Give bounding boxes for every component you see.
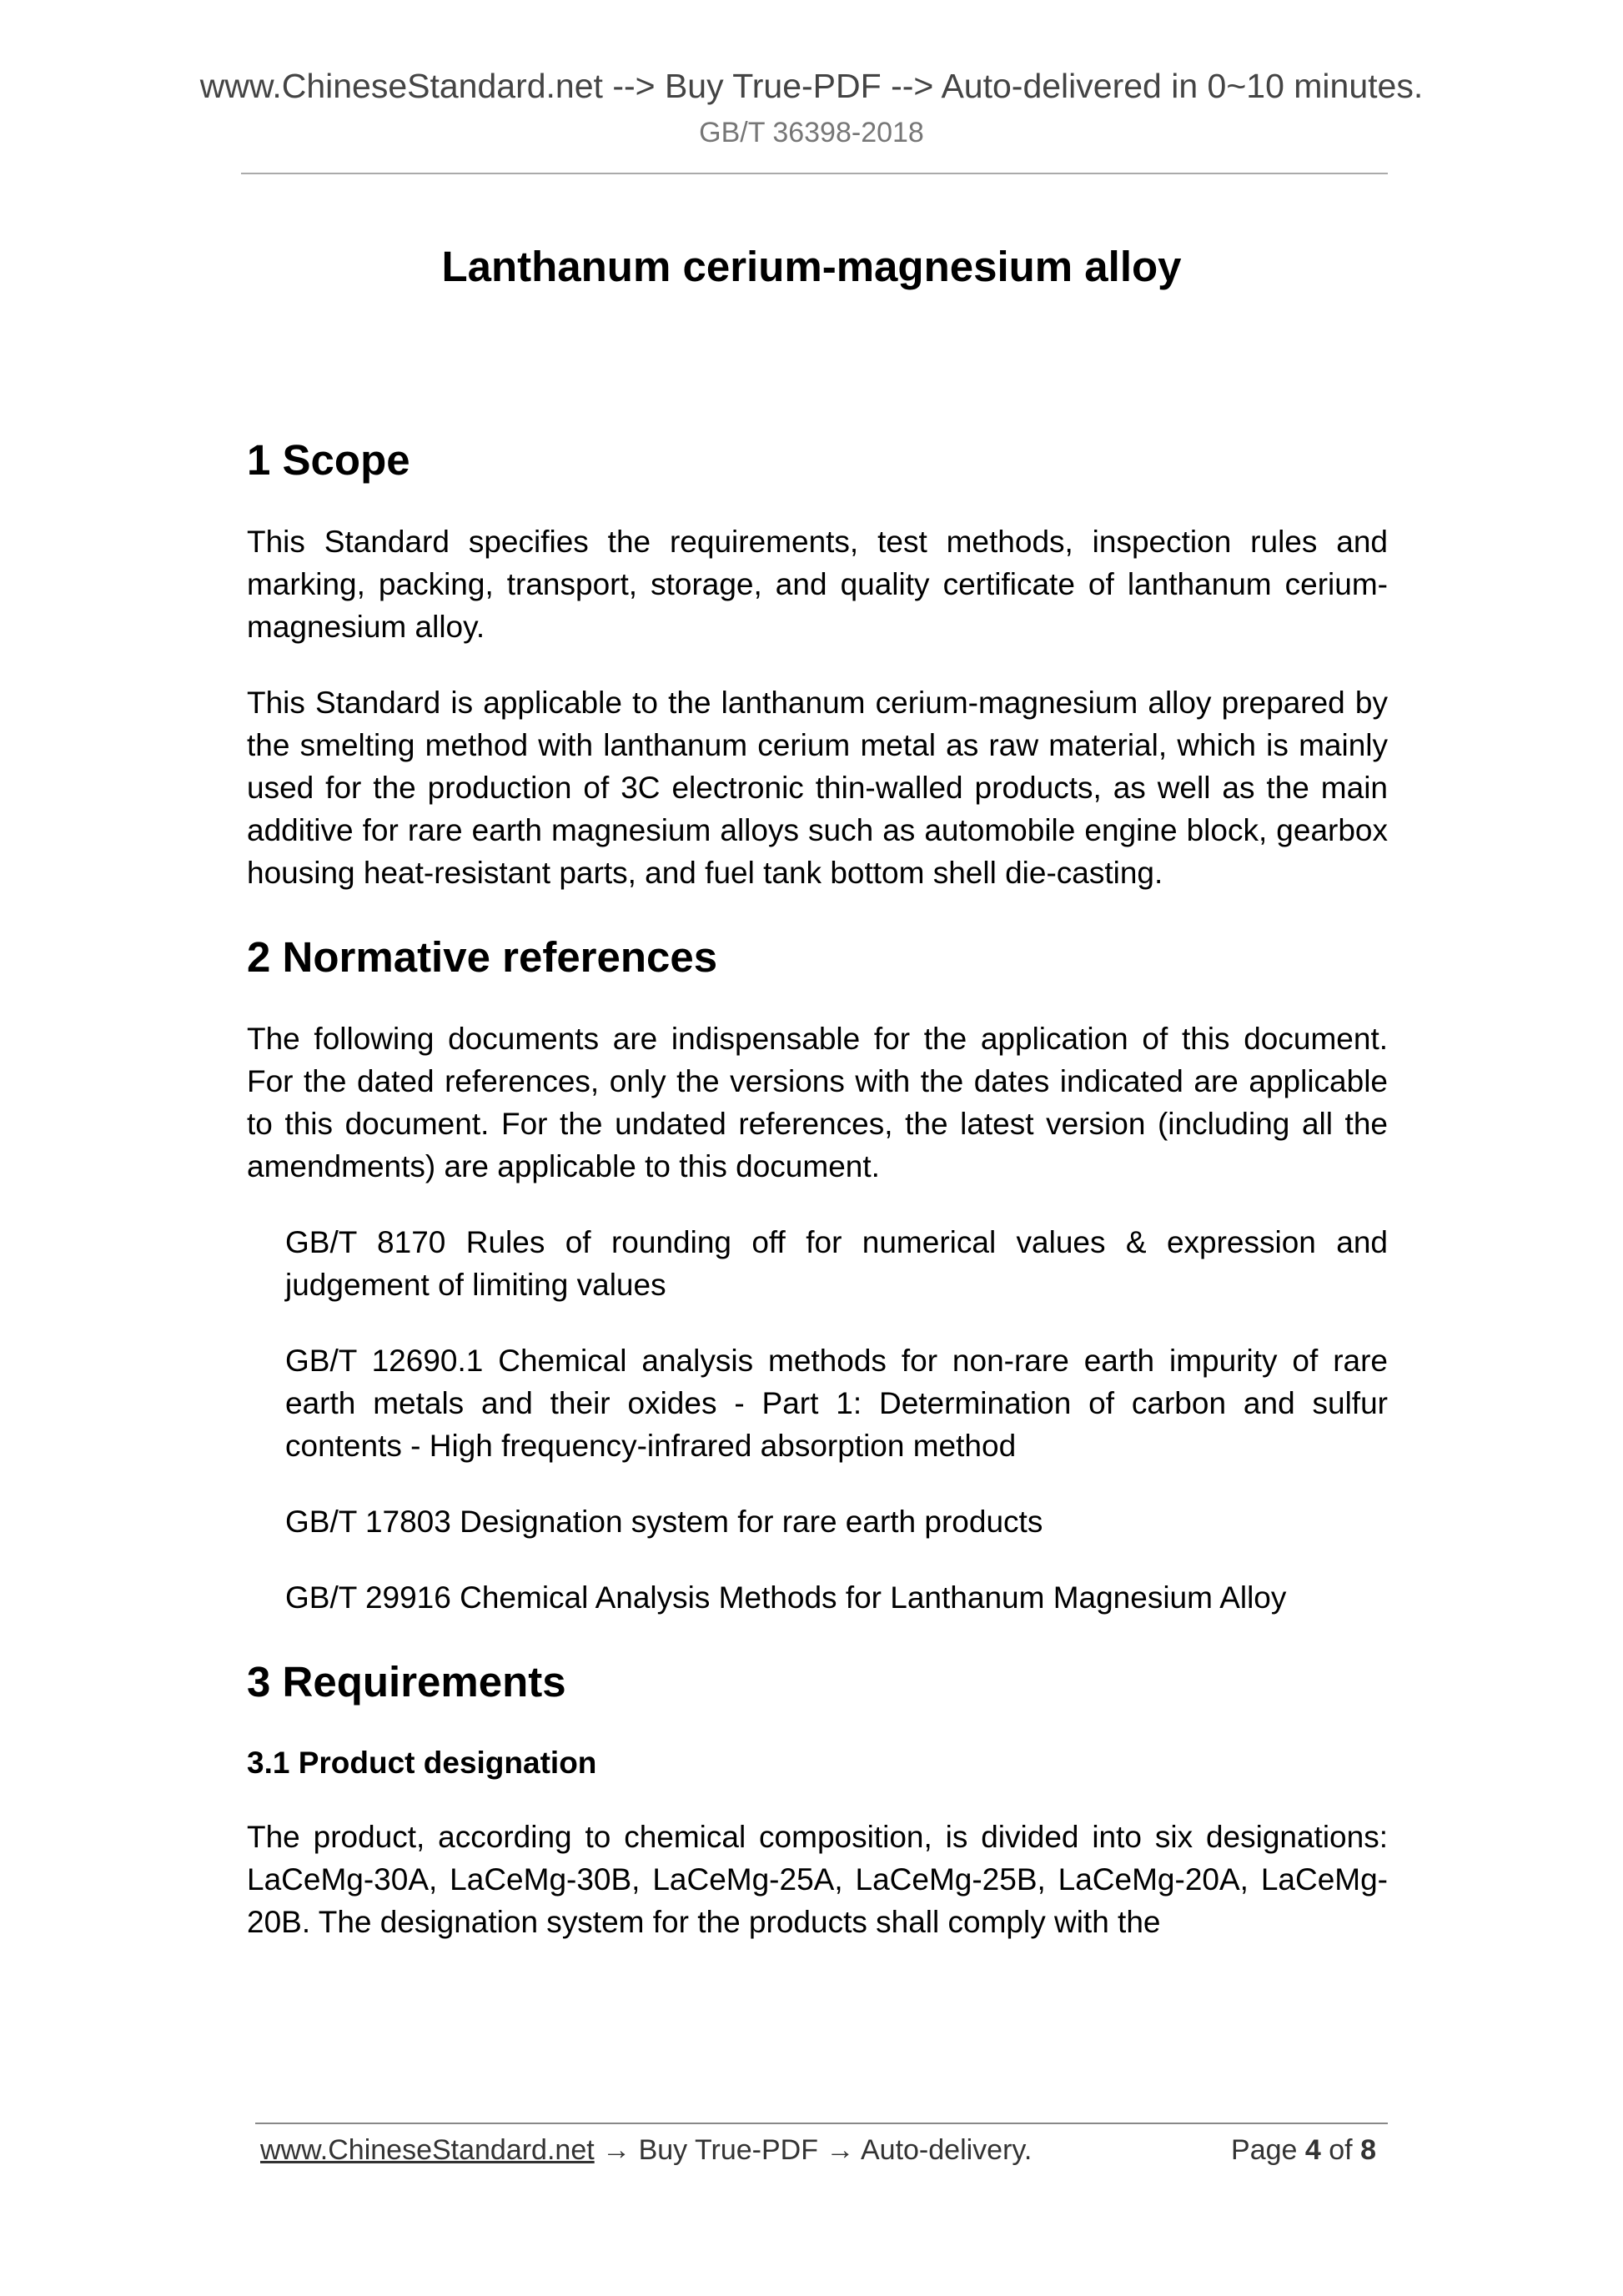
section-heading-requirements: 3 Requirements: [247, 1658, 566, 1706]
reference-item: GB/T 8170 Rules of rounding off for numerical values & expression and judgement of limiting values: [285, 1225, 1388, 1302]
footer-divider: [255, 2123, 1388, 2124]
total-page-number: 8: [1360, 2134, 1376, 2166]
page-indicator: [1231, 2130, 1376, 2170]
header-banner: www.ChineseStandard.net --> Buy True-PDF --> Auto-delivered in 0~10 minutes.: [199, 67, 1424, 105]
product-designation-paragraph: The product, according to chemical composition, is divided into six designations: LaCeMg-30A, LaCeMg-30B, LaCeMg-25A, LaCeMg-25B, LaCeMg-20A, LaCeMg-20B. The designation system for the products shall comply with the: [247, 1820, 1388, 1939]
reference-item: GB/T 17803 Designation system for rare earth products: [285, 1505, 1043, 1539]
section-heading-scope: 1 Scope: [247, 436, 410, 484]
header-standard-number: GB/T 36398-2018: [699, 117, 924, 148]
reference-item: GB/T 12690.1 Chemical analysis methods for non-rare earth impurity of rare earth metals and their oxides - Part 1: Determination of carbon and sulfur contents - High frequency-infrared absorption method: [285, 1344, 1388, 1463]
normative-intro-paragraph: The following documents are indispensable for the application of this document. For the dated references, only the versions with the dates indicated are applicable to this document. For the undated references, the latest version (including all the amendments) are applicable to this document.: [247, 1022, 1388, 1183]
document-title: Lanthanum cerium-magnesium alloy: [441, 243, 1182, 290]
scope-paragraph-1: This Standard specifies the requirements, test methods, inspection rules and marking, packing, transport, storage, and quality certificate of lanthanum cerium-magnesium alloy.: [247, 525, 1388, 644]
section-requirements: [247, 1655, 1388, 1943]
header-divider: [241, 173, 1388, 174]
page-footer: [260, 2130, 1388, 2170]
footer-promo-text: → Buy True-PDF → Auto-delivery.: [594, 2134, 1033, 2166]
section-heading-normative-references: 2 Normative references: [247, 933, 718, 981]
footer-site-link[interactable]: www.ChineseStandard.net: [260, 2134, 595, 2166]
of-label: of: [1329, 2134, 1353, 2166]
document-body: [247, 434, 1388, 1943]
section-normative-references: [247, 931, 1388, 1619]
reference-item: GB/T 29916 Chemical Analysis Methods for Lanthanum Magnesium Alloy: [285, 1580, 1287, 1615]
current-page-number: 4: [1304, 2134, 1321, 2166]
section-scope: [247, 434, 1388, 894]
footer-promo: [260, 2130, 1032, 2170]
page-label: Page: [1231, 2134, 1298, 2166]
subsection-heading-product-designation: 3.1 Product designation: [247, 1746, 597, 1780]
scope-paragraph-2: This Standard is applicable to the lanthanum cerium-magnesium alloy prepared by the smelting method with lanthanum cerium metal as raw material, which is mainly used for the production of 3C electronic thin-walled products, as well as the main additive for rare earth magnesium alloys such as automobile engine block, gearbox housing heat-resistant parts, and fuel tank bottom shell die-casting.: [247, 686, 1388, 890]
